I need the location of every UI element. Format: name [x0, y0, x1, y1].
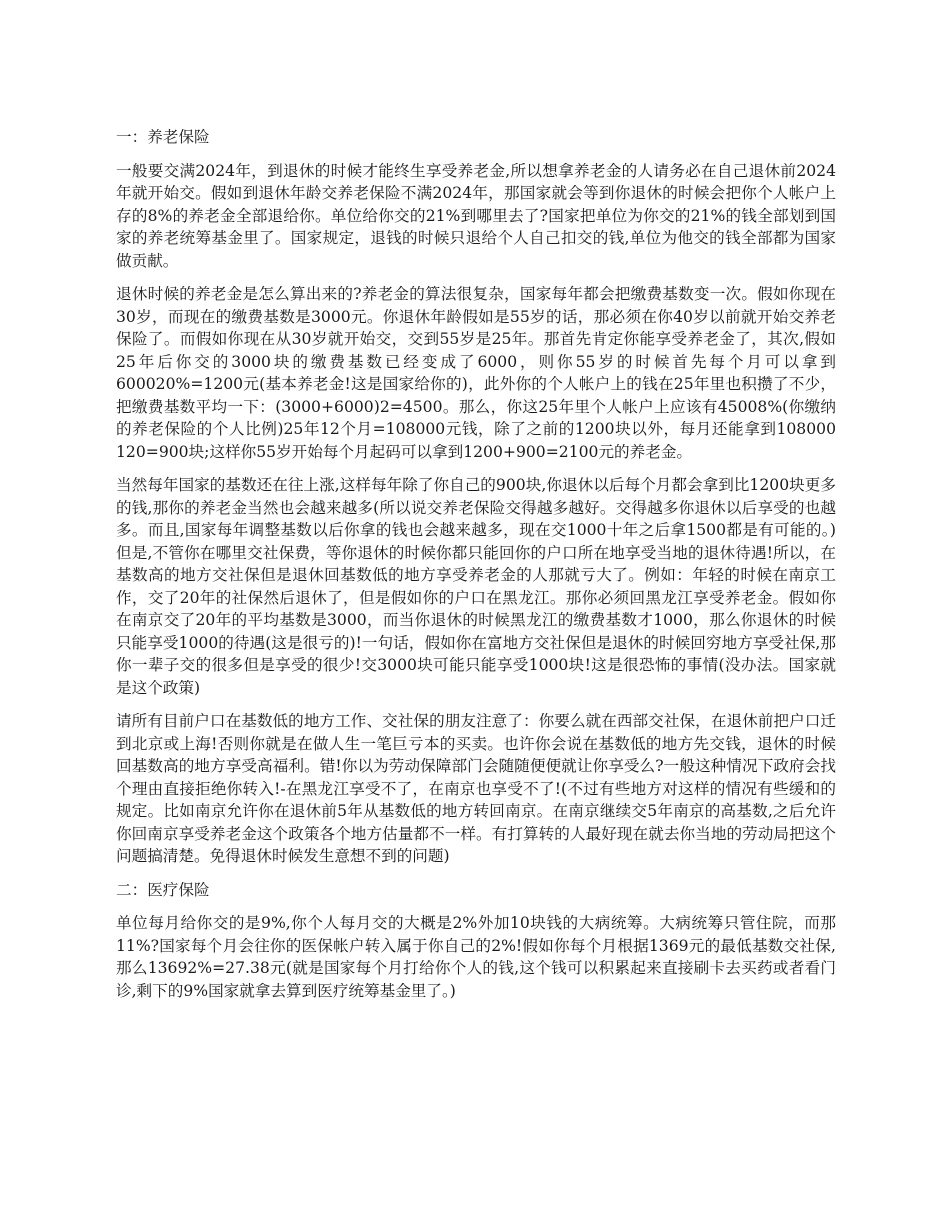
- section-heading-medical: 二：医疗保险: [116, 880, 210, 899]
- paragraph-pension-3: 当然每年国家的基数还在往上涨,这样每年除了你自己的900块,你退休以后每个月都会拿到比1200块更多的钱,那你的养老金当然也会越来越多(所以说交养老保险交得越多越好。交得越多你退休以后享受的也越多。而且,国家每年调整基数以后你拿的钱也会越来越多，现在交1000十年之后拿1500都是有可能的。)但是,不管你在哪里交社保费，等你退休的时候你都只能回你的户口所在地享受当地的退休待遇!所以，在基数高的地方交社保但是退休回基数低的地方享受养老金的人那就亏大了。例如：年轻的时候在南京工作，交了20年的社保然后退休了，但是假如你的户口在黑龙江。那你必须回黑龙江享受养老金。假如你在南京交了20年的平均基数是3000，而当你退休的时候黑龙江的缴费基数才1000，那么你退休的时候只能享受1000的待遇(这是很亏的)!一句话，假如你在富地方交社保但是退休的时候回穷地方享受社保,那你一辈子交的很多但是享受的很少!交3000块可能只能享受1000块!这是很恐怖的事情(没办法。国家就是这个政策): [116, 476, 836, 697]
- section-heading-pension: 一：养老保险: [116, 128, 210, 146]
- paragraph-pension-4: 请所有目前户口在基数低的地方工作、交社保的朋友注意了：你要么就在西部交社保，在退休前把户口迁到北京或上海!否则你就是在做人生一笔巨亏本的买卖。也许你会说在基数低的地方先交钱，退休的时候回基数高的地方享受高福利。错!你以为劳动保障部门会随随便便就让你享受么?一般这种情况下政府会找个理由直接拒绝你转入!-在黑龙江享受不了，在南京也享受不了!(不过有些地方对这样的情况有些缓和的规定。比如南京允许你在退休前5年从基数低的地方转回南京。在南京继续交5年南京的高基数,之后允许你回南京享受养老金这个政策各个地方估量都不一样。有打算转的人最好现在就去你当地的劳动局把这个问题搞清楚。免得退休时候发生意想不到的问题): [116, 712, 836, 865]
- document-body: [116, 126, 836, 1013]
- paragraph-pension-2: 退休时候的养老金是怎么算出来的?养老金的算法很复杂，国家每年都会把缴费基数变一次。假如你现在30岁，而现在的缴费基数是3000元。你退休年龄假如是55岁的话，那必须在你40岁以前就开始交养老保险了。而假如你现在从30岁就开始交，交到55岁是25年。那首先肯定你能享受养老金了，其次,假如25年后你交的3000块的缴费基数已经变成了6000，则你55岁的时候首先每个月可以拿到600020%=1200元(基本养老金!这是国家给你的)，此外你的个人帐户上的钱在25年里也积攒了不少，把缴费基数平均一下：(3000+6000)2=4500。那么，你这25年里个人帐户上应该有45008%(你缴纳的养老保险的个人比例)25年12个月=108000元钱，除了之前的1200块以外，每月还能拿到108000 120=900块;这样你55岁开始每个月起码可以拿到1200+900=2100元的养老金。: [116, 285, 836, 461]
- paragraph-pension-1: 一般要交满2024年，到退休的时候才能终生享受养老金,所以想拿养老金的人请务必在自己退休前2024年就开始交。假如到退休年龄交养老保险不满2024年，那国家就会等到你退休的时候会把你个人帐户上存的8%的养老金全部退给你。单位给你交的21%到哪里去了?国家把单位为你交的21%的钱全部划到国家的养老统筹基金里了。国家规定，退钱的时候只退给个人自己扣交的钱,单位为他交的钱全部都为国家做贡献。: [116, 161, 836, 270]
- paragraph-medical-1: 单位每月给你交的是9%,你个人每月交的大概是2%外加10块钱的大病统筹。大病统筹只管住院，而那11%?国家每个月会往你的医保帐户转入属于你自己的2%!假如你每个月根据1369元的最低基数交社保,那么13692%=27.38元(就是国家每个月打给你个人的钱,这个钱可以积累起来直接刷卡去买药或者看门诊,剩下的9%国家就拿去算到医疗统筹基金里了。): [116, 914, 836, 1000]
